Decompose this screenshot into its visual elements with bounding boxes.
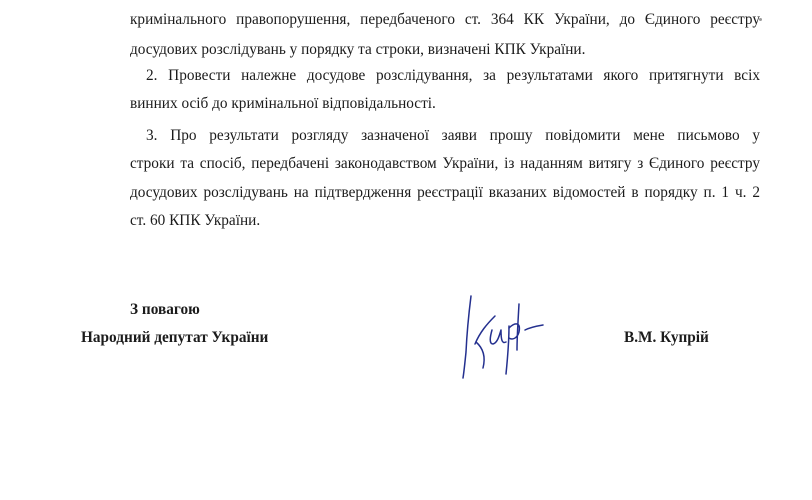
body-line-1: кримінального правопорушення, передбаченого ст. 364 КК України, до Єдиного реєстру <box>130 11 760 28</box>
cropped-text <box>130 0 760 1</box>
closing-greeting: З повагою <box>130 301 200 318</box>
body-line-5: 3. Про результати розгляду зазначеної заяви прошу повідомити мене письмово у <box>146 127 760 144</box>
body-line-2: досудових розслідувань у порядку та строки, визначені КПК України. <box>130 41 586 58</box>
body-line-3: 2. Провести належне досудове розслідування, за результатами якого притягнути всіх <box>146 67 760 84</box>
signatory-position: Народний депутат України <box>81 329 269 346</box>
body-line-8: ст. 60 КПК України. <box>130 212 261 229</box>
body-line-7: досудових розслідувань на підтвердження реєстрації вказаних відомостей в порядку п. 1 ч. 2 <box>130 184 760 201</box>
body-line-6: строки та спосіб, передбачені законодавством України, із наданням витягу з Єдиного реєстру <box>130 155 760 172</box>
cropped-text-line <box>130 0 760 3</box>
signatory-name: В.М. Купрій <box>624 329 709 346</box>
handwritten-signature <box>455 282 555 388</box>
body-line-4: винних осіб до кримінальної відповідальності. <box>130 95 436 112</box>
